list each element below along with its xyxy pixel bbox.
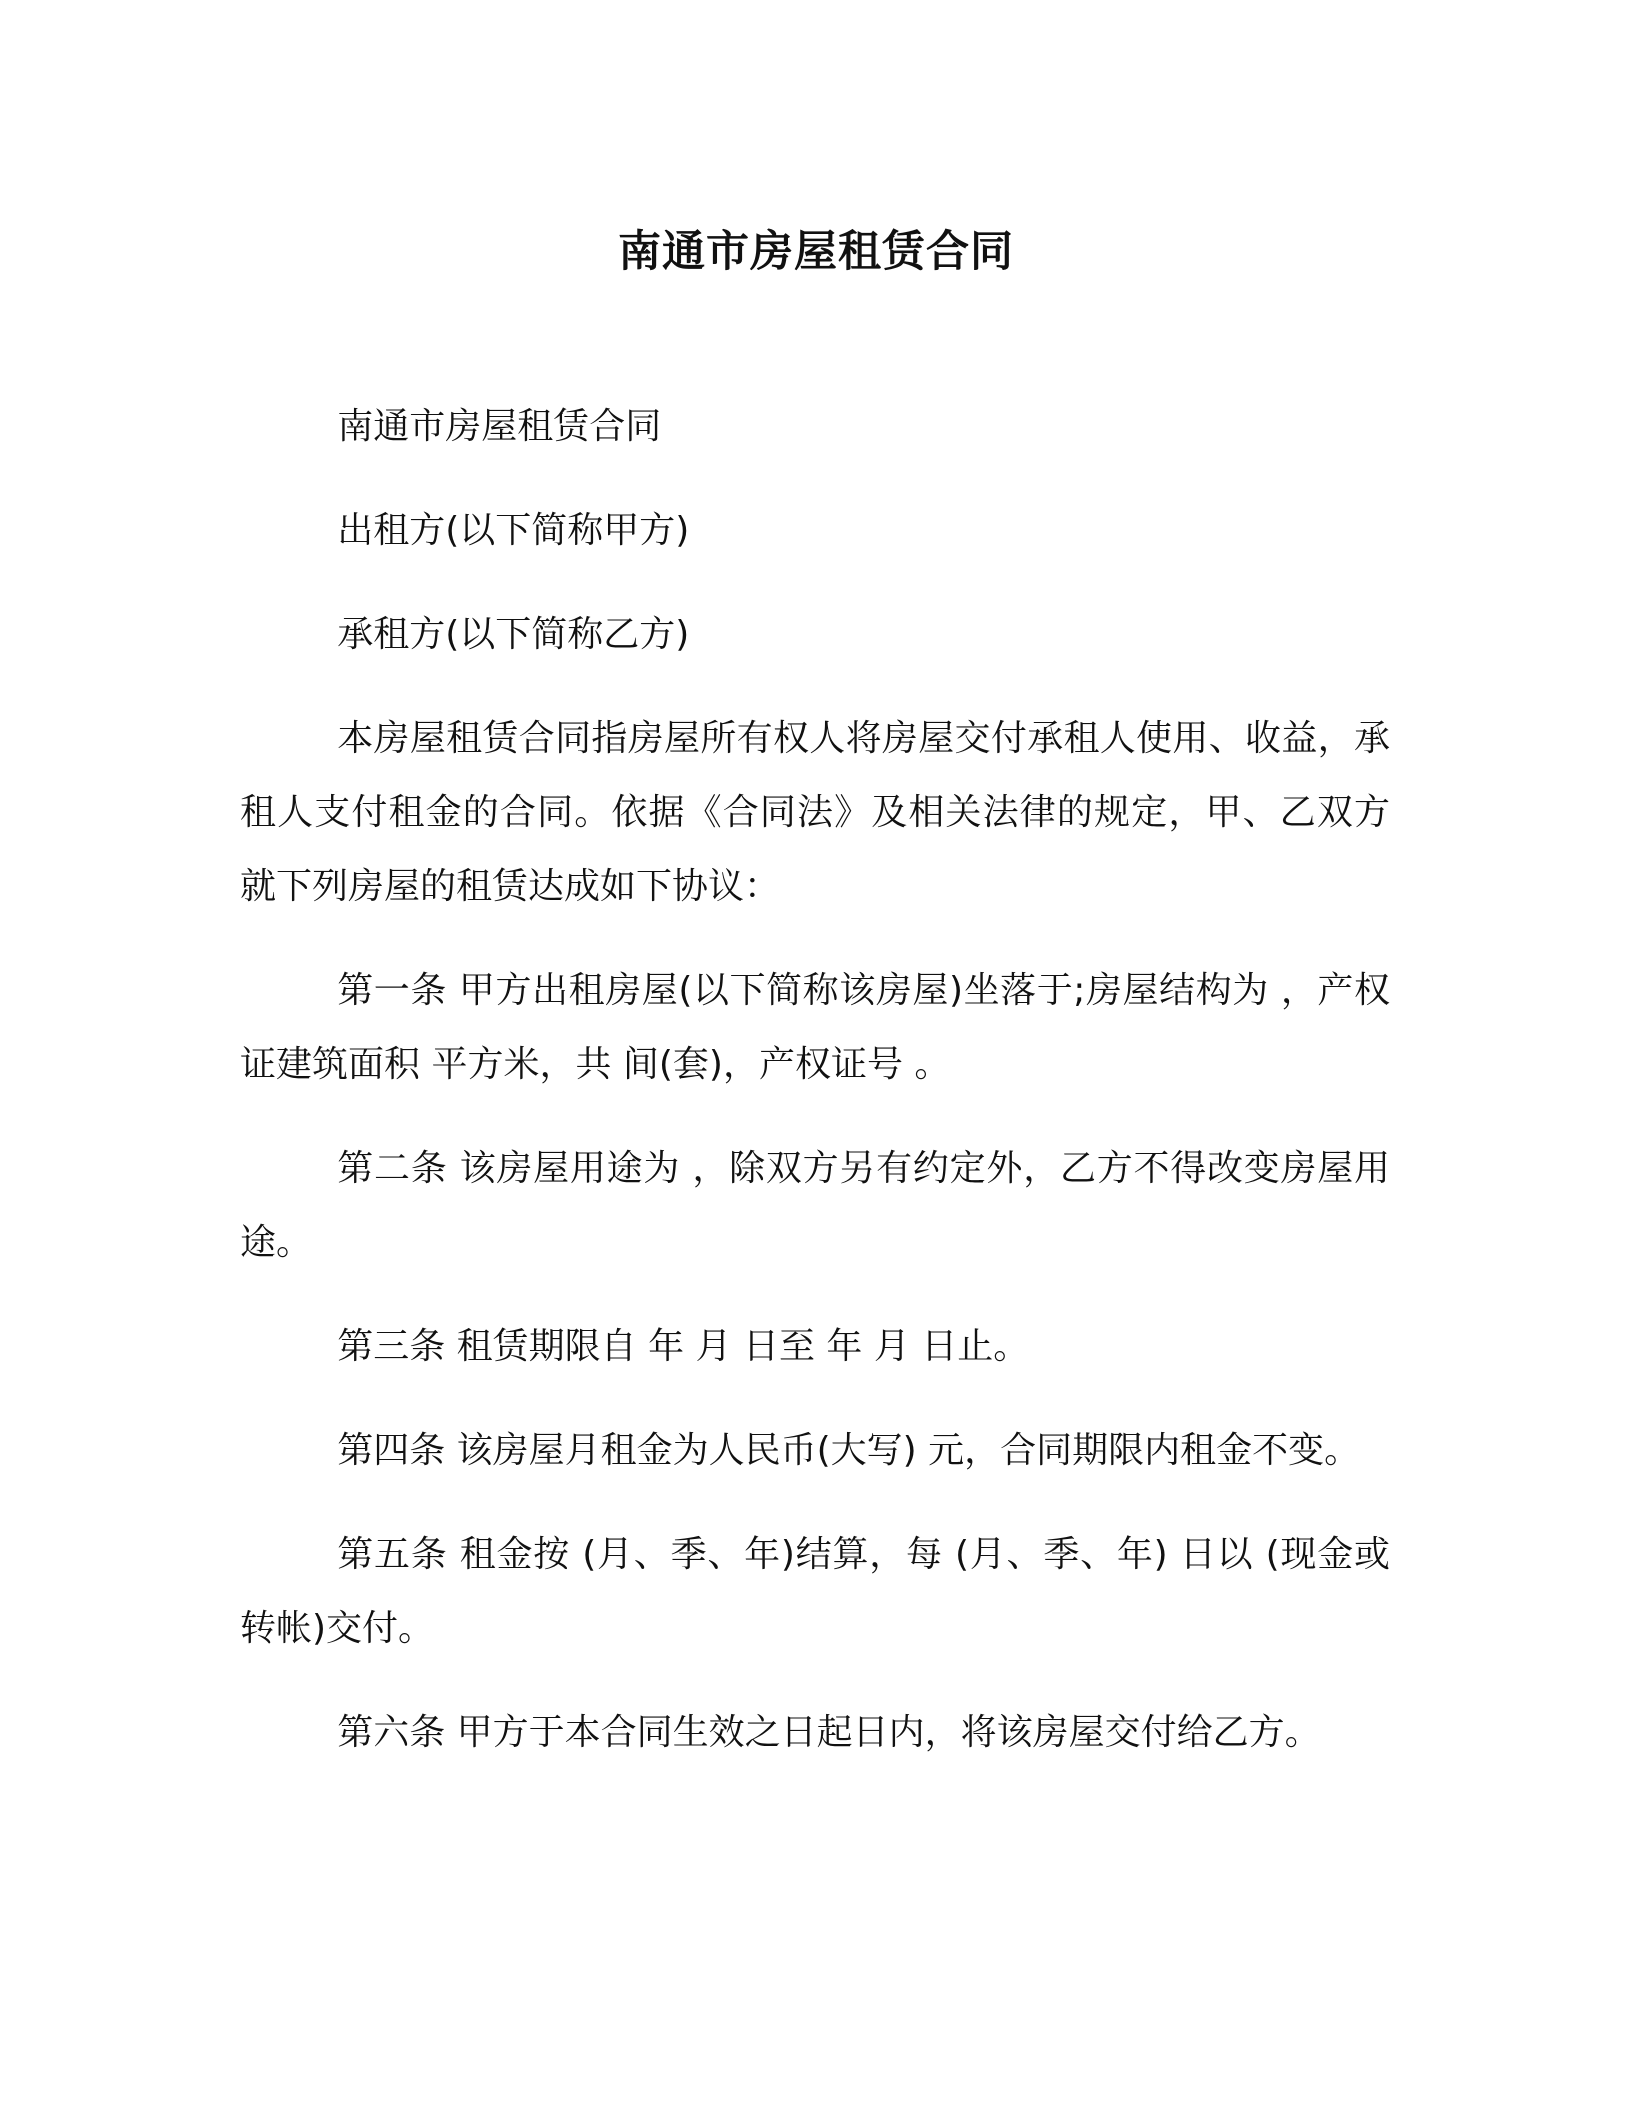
paragraph-article-6: 第六条 甲方于本合同生效之日起日内，将该房屋交付给乙方。 <box>337 1712 1321 1753</box>
paragraph-article-1: 第一条 甲方出租房屋(以下简称该房屋)坐落于;房屋结构为 ，产权证建筑面积 平方米，共 间(套)，产权证号 。 <box>240 970 1390 1085</box>
paragraph-article-4: 第四条 该房屋月租金为人民币(大写) 元，合同期限内租金不变。 <box>337 1430 1361 1471</box>
document-title: 南通市房屋租赁合同 <box>618 227 1014 277</box>
paragraph-preamble: 本房屋租赁合同指房屋所有权人将房屋交付承租人使用、收益，承租人支付租金的合同。依据《合同法》及相关法律的规定，甲、乙双方就下列房屋的租赁达成如下协议： <box>240 718 1390 907</box>
paragraph-heading: 南通市房屋租赁合同 <box>337 406 662 447</box>
paragraph-lessee: 承租方(以下简称乙方) <box>337 614 690 655</box>
paragraph-lessor: 出租方(以下简称甲方) <box>337 510 690 551</box>
paragraph-article-5: 第五条 租金按 (月、季、年)结算，每 (月、季、年) 日以 (现金或转帐)交付。 <box>240 1534 1390 1649</box>
paragraph-article-3: 第三条 租赁期限自 年 月 日至 年 月 日止。 <box>337 1326 1030 1367</box>
document-body <box>240 390 1390 1800</box>
paragraph-article-2: 第二条 该房屋用途为 ，除双方另有约定外，乙方不得改变房屋用途。 <box>240 1148 1390 1263</box>
